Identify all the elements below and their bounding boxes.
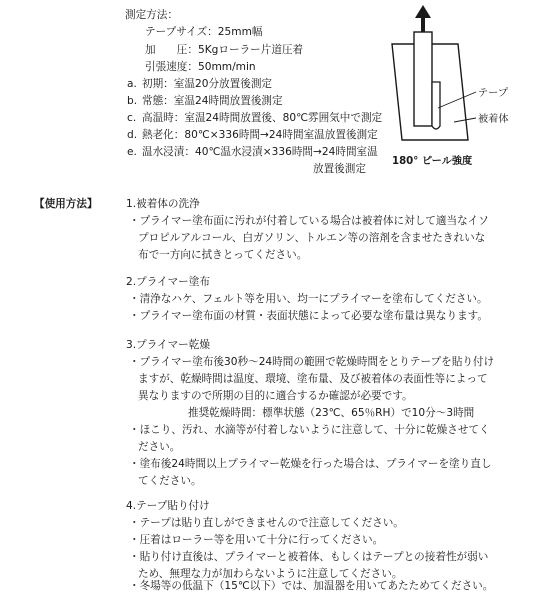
tape-strip bbox=[414, 32, 432, 126]
recommended-drying-time: 推奨乾燥時間：標準状態（23℃、65％RH）で10分～3時間 bbox=[188, 407, 475, 419]
section-line: ・清浄なハケ、フェルト等を用い、均一にプライマーを塗布してください。 bbox=[129, 293, 488, 305]
section-line: ため、無理な力が加わらないように注意してください。 bbox=[138, 568, 403, 580]
condition-marker: a. bbox=[127, 78, 137, 90]
section-line: てください。 bbox=[138, 475, 202, 487]
section-title-primer-coating: 2.プライマー塗布 bbox=[126, 276, 210, 288]
section-title-cleaning: 1.被着体の洗浄 bbox=[126, 198, 200, 210]
section-line: ・貼り付け直後は、プライマーと被着体、もしくはテープとの接着性が弱い bbox=[129, 551, 489, 563]
substrate-label: 被着体 bbox=[478, 114, 509, 125]
section-line: 異なりますので所期の目的に適合するか確認が必要です。 bbox=[138, 390, 413, 402]
peel-test-illustration bbox=[380, 4, 558, 176]
pressure-line: 加 圧：5Kgローラー片道圧着 bbox=[145, 44, 304, 56]
section-line: ・プライマー塗布面の材質・表面状態によって必要な塗布量は異なります。 bbox=[129, 310, 489, 322]
tape-fold bbox=[432, 82, 440, 129]
section-line: 布で一方向に拭きとってください。 bbox=[138, 249, 308, 261]
condition-text: 初期：室温20分放置後測定 bbox=[142, 78, 273, 90]
section-line: ・冬場等の低温下（15℃以下）では、加温器を用いてあたためてください。 bbox=[129, 580, 494, 592]
condition-text: 高温時：室温24時間放置後、80℃雰囲気中で測定 bbox=[142, 112, 383, 124]
peel-test-diagram bbox=[380, 4, 558, 176]
section-line: プロピルアルコール、白ガソリン、トルエン等の溶剤を含ませたきれいな bbox=[138, 232, 486, 244]
condition-marker: b. bbox=[127, 95, 138, 107]
section-line: ますが、乾燥時間は温度、環境、塗布量、及び被着体の表面性等によって bbox=[138, 373, 488, 385]
measurement-heading: 測定方法： bbox=[125, 9, 178, 21]
condition-marker: e. bbox=[127, 146, 137, 158]
condition-marker: c. bbox=[127, 112, 137, 124]
section-line: ・テープは貼り直しができませんので注意してください。 bbox=[129, 517, 404, 529]
tape-size-line: テープサイズ：25mm幅 bbox=[145, 26, 263, 38]
condition-marker: d. bbox=[127, 129, 138, 141]
condition-text: 熱老化：80℃×336時間→24時間室温放置後測定 bbox=[142, 129, 378, 141]
section-title-tape-application: 4.テープ貼り付け bbox=[126, 500, 210, 512]
section-line: ・ほこり、汚れ、水滴等が付着しないように注意して、十分に乾燥させてく bbox=[129, 424, 490, 436]
section-title-primer-drying: 3.プライマー乾燥 bbox=[126, 339, 210, 351]
speed-line: 引張速度：50mm/min bbox=[145, 61, 256, 73]
condition-text: 常態：室温24時間放置後測定 bbox=[142, 95, 283, 107]
usage-label: 【使用方法】 bbox=[34, 198, 98, 210]
section-line: ・圧着はローラー等を用いて十分に行ってください。 bbox=[129, 534, 384, 546]
section-line: ・プライマー塗布後30秒～24時間の範囲で乾燥時間をとりテープを貼り付け bbox=[129, 356, 495, 368]
section-line: ・プライマー塗布面に汚れが付着している場合は被着体に対して適当なイソ bbox=[129, 215, 489, 227]
tape-label: テープ bbox=[478, 88, 509, 99]
section-line: ださい。 bbox=[138, 441, 181, 453]
condition-text: 温水浸漬：40℃温水浸漬×336時間→24時間室温 bbox=[142, 146, 378, 158]
pull-arrow-icon bbox=[415, 5, 431, 18]
condition-text-continued: 放置後測定 bbox=[313, 163, 366, 175]
section-line: ・塗布後24時間以上プライマー乾燥を行った場合は、プライマーを塗り直し bbox=[129, 458, 492, 470]
diagram-caption: 180° ピール強度 bbox=[392, 156, 473, 167]
